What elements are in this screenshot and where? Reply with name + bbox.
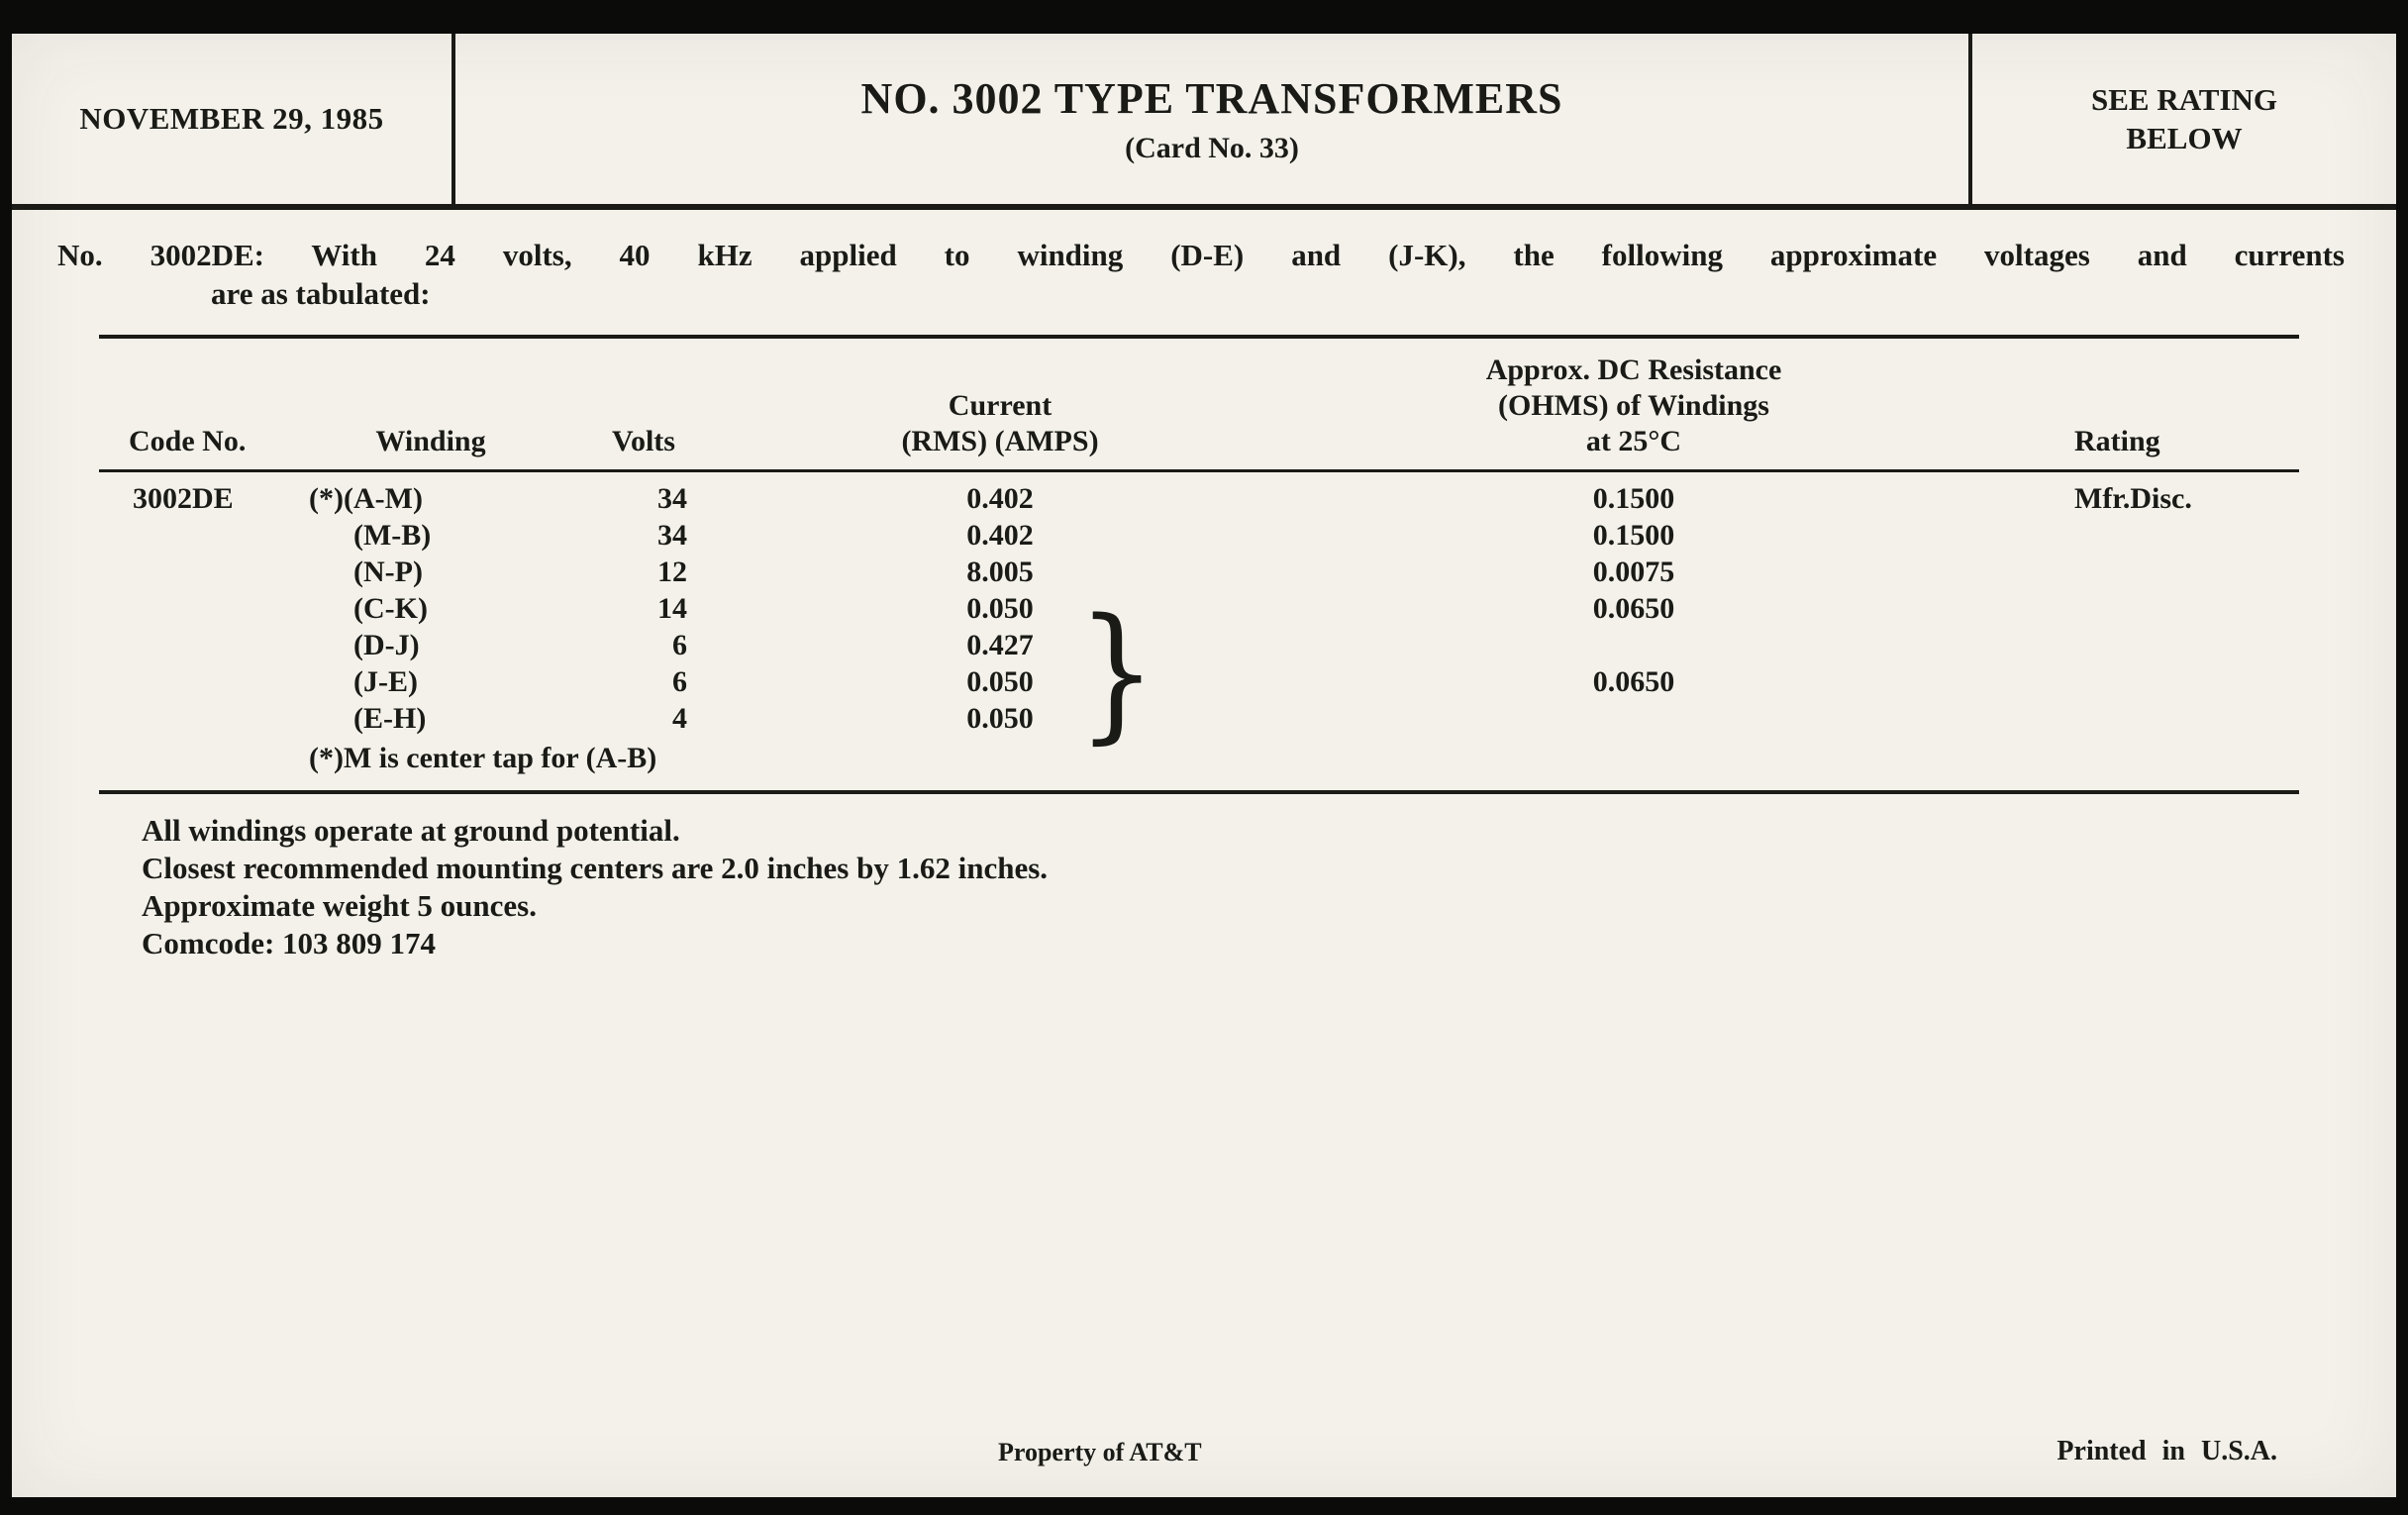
- cell-resistance: [1277, 627, 1990, 663]
- cell-current: 0.427: [966, 629, 1034, 661]
- cell-rating: [1990, 700, 2299, 737]
- table-header-current-line1: Current: [948, 389, 1053, 422]
- table-footnote: (*)M is center tap for (A-B): [309, 742, 657, 774]
- table-row: [99, 627, 2299, 663]
- table-header-current: [723, 388, 1277, 459]
- cell-rating: [1990, 590, 2299, 627]
- table-header-resistance-line3: at 25°C: [1585, 425, 1682, 457]
- cell-winding: (D-J): [353, 629, 420, 661]
- table-row: [99, 663, 2299, 700]
- intro-paragraph: [57, 236, 2345, 313]
- card-title-block: [455, 34, 1968, 204]
- transformer-data-card: [12, 34, 2396, 1497]
- table-header-current-line2: (RMS) (AMPS): [901, 425, 1099, 457]
- table-header-resistance: [1277, 353, 1990, 459]
- rating-note: [1968, 34, 2396, 204]
- cell-code: [99, 590, 297, 627]
- table-rule-bottom: [99, 790, 2299, 794]
- cell-resistance: 0.0650: [1592, 592, 1675, 625]
- cell-current: 0.050: [966, 702, 1034, 735]
- table-header-resistance-line1: Approx. DC Resistance: [1485, 354, 1782, 386]
- cell-code: [99, 517, 297, 554]
- cell-rating: [1990, 627, 2299, 663]
- cell-resistance: 0.0650: [1592, 665, 1675, 698]
- cell-current: 0.402: [966, 482, 1034, 515]
- cell-current: 0.050: [966, 592, 1034, 625]
- cell-current: 8.005: [966, 556, 1034, 588]
- note-mounting-centers: Closest recommended mounting centers are 2.0 inches by 1.62 inches.: [142, 851, 1049, 885]
- cell-winding: (N-P): [353, 556, 423, 588]
- notes-block: [142, 812, 2396, 962]
- table-row: [99, 700, 2299, 737]
- cell-code: 3002DE: [133, 482, 234, 515]
- cell-code: [99, 554, 297, 590]
- cell-rating: [1990, 554, 2299, 590]
- cell-resistance: 0.1500: [1592, 482, 1675, 515]
- footer-printed: Printed in U.S.A.: [2057, 1436, 2277, 1466]
- cell-winding: (E-H): [353, 702, 427, 735]
- cell-volts: 34: [657, 482, 687, 515]
- intro-line2: are as tabulated:: [211, 276, 431, 311]
- table-header-code: Code No.: [129, 425, 247, 457]
- cell-code: [99, 627, 297, 663]
- table-header-rating: Rating: [2074, 425, 2160, 457]
- cell-volts: 14: [657, 592, 687, 625]
- note-ground-potential: All windings operate at ground potential.: [142, 813, 680, 848]
- cell-code: [99, 700, 297, 737]
- cell-current: 0.402: [966, 519, 1034, 552]
- cell-winding: (C-K): [353, 592, 428, 625]
- cell-rating: [1990, 517, 2299, 554]
- cell-winding: (J-E): [353, 665, 418, 698]
- cell-resistance: 0.1500: [1592, 519, 1675, 552]
- card-header: [12, 34, 2396, 210]
- cell-volts: 6: [672, 629, 687, 661]
- note-weight: Approximate weight 5 ounces.: [142, 888, 537, 923]
- cell-winding: (M-B): [353, 519, 432, 552]
- table-header-row: [99, 339, 2299, 469]
- cell-winding: (*)(A-M): [309, 482, 423, 515]
- group-brace-icon: }: [1077, 587, 1157, 758]
- table-row: [99, 480, 2299, 517]
- table-header-resistance-line2: (OHMS) of Windings: [1498, 389, 1769, 422]
- table-row: [99, 554, 2299, 590]
- cell-rating: [1990, 663, 2299, 700]
- cell-resistance: 0.0075: [1592, 556, 1675, 588]
- cell-volts: 12: [657, 556, 687, 588]
- table-header-winding: Winding: [375, 425, 486, 457]
- table-row: [99, 517, 2299, 554]
- table-body: [99, 472, 2299, 778]
- cell-volts: 6: [672, 665, 687, 698]
- cell-volts: 34: [657, 519, 687, 552]
- rating-note-line2: BELOW: [2126, 121, 2243, 155]
- cell-volts: 4: [672, 702, 687, 735]
- footer-property: Property of AT&T: [998, 1438, 1202, 1466]
- rating-note-line1: SEE RATING: [2090, 82, 2278, 117]
- cell-code: [99, 663, 297, 700]
- intro-line1: No. 3002DE: With 24 volts, 40 kHz applied to winding (D-E) and (J-K), the following approximate voltages and currents: [57, 238, 2345, 272]
- cell-resistance: [1277, 700, 1990, 737]
- page-title: NO. 3002 TYPE TRANSFORMERS: [860, 73, 1563, 123]
- table-header-volts: Volts: [612, 425, 675, 457]
- card-date: NOVEMBER 29, 1985: [12, 34, 455, 204]
- note-comcode: Comcode: 103 809 174: [142, 926, 437, 960]
- cell-rating: Mfr.Disc.: [2074, 482, 2192, 515]
- windings-table: [99, 335, 2299, 794]
- card-number: (Card No. 33): [1125, 131, 1299, 164]
- table-row: [99, 590, 2299, 627]
- cell-current: 0.050: [966, 665, 1034, 698]
